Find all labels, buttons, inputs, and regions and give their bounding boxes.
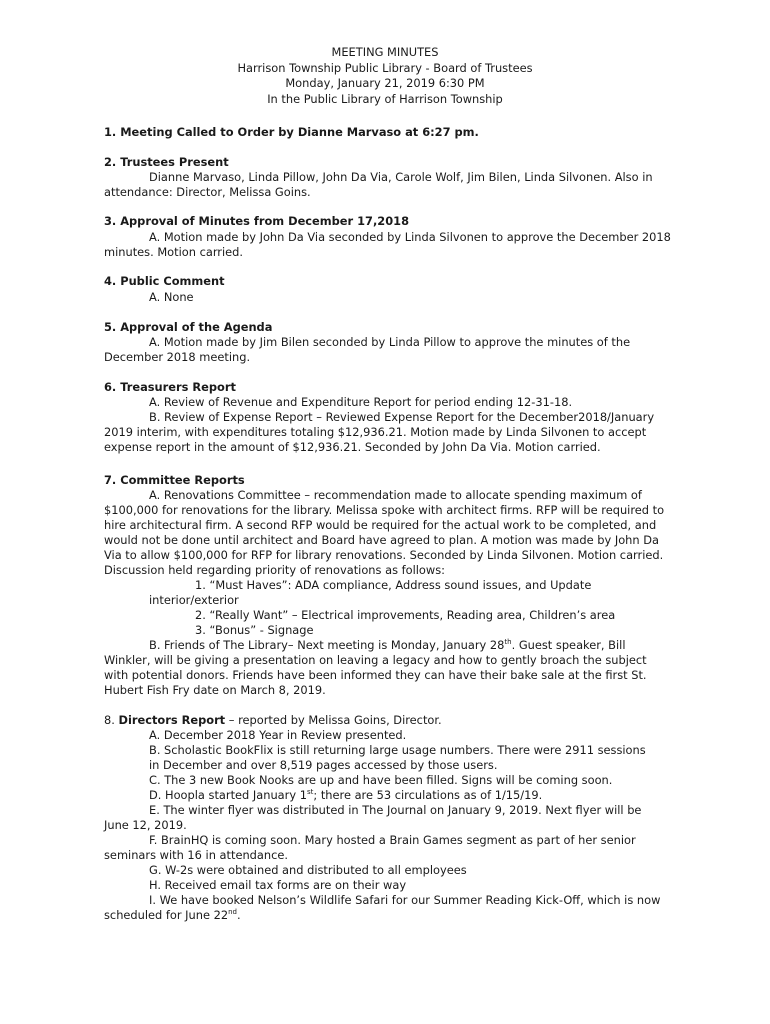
section-3-text: A. Motion made by John Da Via seconded by Linda Silvonen to approve the December 2018 xyxy=(149,230,671,244)
section-2-text: attendance: Director, Melissa Goins. xyxy=(104,185,311,199)
section-5-heading: 5. Approval of the Agenda xyxy=(104,320,273,334)
section-6-item: 2019 interim, with expenditures totaling $12,936.21. Motion made by Linda Silvonen to accept xyxy=(104,425,647,439)
superscript: st xyxy=(306,788,314,797)
text-span: . Guest speaker, Bill xyxy=(511,638,626,652)
section-5-text: December 2018 meeting. xyxy=(104,350,251,364)
section-7-text: Hubert Fish Fry date on March 8, 2019. xyxy=(104,683,326,697)
section-8-item xyxy=(149,788,542,803)
section-8-item: F. BrainHQ is coming soon. Mary hosted a Brain Games segment as part of her senior xyxy=(149,833,636,847)
section-8-item: June 12, 2019. xyxy=(104,818,187,832)
priority-item: 3. “Bonus” - Signage xyxy=(195,623,314,637)
text-span: ; there are 53 circulations as of 1/15/19. xyxy=(313,788,543,802)
section-7-heading: 7. Committee Reports xyxy=(104,473,245,487)
meeting-date: Monday, January 21, 2019 6:30 PM xyxy=(285,76,485,91)
section-8-item: A. December 2018 Year in Review presented. xyxy=(149,728,407,742)
section-7-text: Discussion held regarding priority of renovations as follows: xyxy=(104,563,445,577)
priority-item: 1. “Must Haves”: ADA compliance, Address sound issues, and Update xyxy=(195,578,592,592)
section-2-text: Dianne Marvaso, Linda Pillow, John Da Via, Carole Wolf, Jim Bilen, Linda Silvonen. Also in xyxy=(149,170,653,184)
section-8-subtitle: – reported by Melissa Goins, Director. xyxy=(225,713,442,727)
section-3-text: minutes. Motion carried. xyxy=(104,245,244,259)
text-span: scheduled for June 22 xyxy=(104,908,229,922)
minutes-header xyxy=(0,45,770,107)
section-8-item: G. W-2s were obtained and distributed to all employees xyxy=(149,863,467,877)
section-8-item: I. We have booked Nelson’s Wildlife Safari for our Summer Reading Kick-Off, which is now xyxy=(149,893,661,907)
superscript: th xyxy=(504,638,512,647)
meeting-location: In the Public Library of Harrison Township xyxy=(267,91,503,106)
section-7-text xyxy=(149,638,625,653)
organization-name: Harrison Township Public Library - Board of Trustees xyxy=(237,60,533,75)
section-8-item xyxy=(104,908,241,923)
section-1-heading: 1. Meeting Called to Order by Dianne Marvaso at 6:27 pm. xyxy=(104,125,479,139)
section-7-text: hire architectural firm. A second RFP would be required for the actual work to be completed, and xyxy=(104,518,657,532)
section-8-item: C. The 3 new Book Nooks are up and have been filled. Signs will be coming soon. xyxy=(149,773,613,787)
section-3-heading: 3. Approval of Minutes from December 17,2018 xyxy=(104,214,409,228)
section-6-heading: 6. Treasurers Report xyxy=(104,380,236,394)
section-8-item: E. The winter flyer was distributed in The Journal on January 9, 2019. Next flyer will be xyxy=(149,803,642,817)
section-7-text: would not be done until architect and Board have agreed to plan. A motion was made by John Da xyxy=(104,533,659,547)
section-8-item: B. Scholastic BookFlix is still returning large usage numbers. There were 2911 sessions xyxy=(149,743,646,757)
text-span: D. Hoopla started January 1 xyxy=(149,788,307,802)
section-4-text: A. None xyxy=(149,290,194,304)
section-8-item: in December and over 8,519 pages accessed by those users. xyxy=(149,758,498,772)
section-8-number: 8. xyxy=(104,713,119,727)
priority-item: interior/exterior xyxy=(149,593,239,607)
text-span: B. Friends of The Library– Next meeting is Monday, January 28 xyxy=(149,638,505,652)
section-4-heading: 4. Public Comment xyxy=(104,274,225,288)
section-2-heading: 2. Trustees Present xyxy=(104,155,229,169)
section-7-text: $100,000 for renovations for the library. Melissa spoke with architect firms. RFP will be required to xyxy=(104,503,665,517)
section-7-text: Via to allow $100,000 for RFP for library renovations. Seconded by Linda Silvonen. Motion carried. xyxy=(104,548,664,562)
section-6-item: expense report in the amount of $12,936.21. Seconded by John Da Via. Motion carried. xyxy=(104,440,601,454)
priority-item: 2. “Really Want” – Electrical improvements, Reading area, Children’s area xyxy=(195,608,616,622)
superscript: nd xyxy=(228,908,237,917)
section-6-item: B. Review of Expense Report – Reviewed Expense Report for the December2018/January xyxy=(149,410,655,424)
text-span: . xyxy=(237,908,241,922)
section-5-text: A. Motion made by Jim Bilen seconded by Linda Pillow to approve the minutes of the xyxy=(149,335,631,349)
section-8-title: Directors Report xyxy=(118,713,226,727)
section-8-item: seminars with 16 in attendance. xyxy=(104,848,289,862)
section-8-heading xyxy=(104,713,442,728)
section-6-item: A. Review of Revenue and Expenditure Report for period ending 12-31-18. xyxy=(149,395,573,409)
section-7-text: A. Renovations Committee – recommendation made to allocate spending maximum of xyxy=(149,488,642,502)
section-7-text: with potential donors. Friends have been informed they can have their bake sale at the first St. xyxy=(104,668,647,682)
section-7-text: Winkler, will be giving a presentation on leaving a legacy and how to gently broach the subject xyxy=(104,653,647,667)
document-title: MEETING MINUTES xyxy=(331,45,439,59)
section-8-item: H. Received email tax forms are on their way xyxy=(149,878,407,892)
